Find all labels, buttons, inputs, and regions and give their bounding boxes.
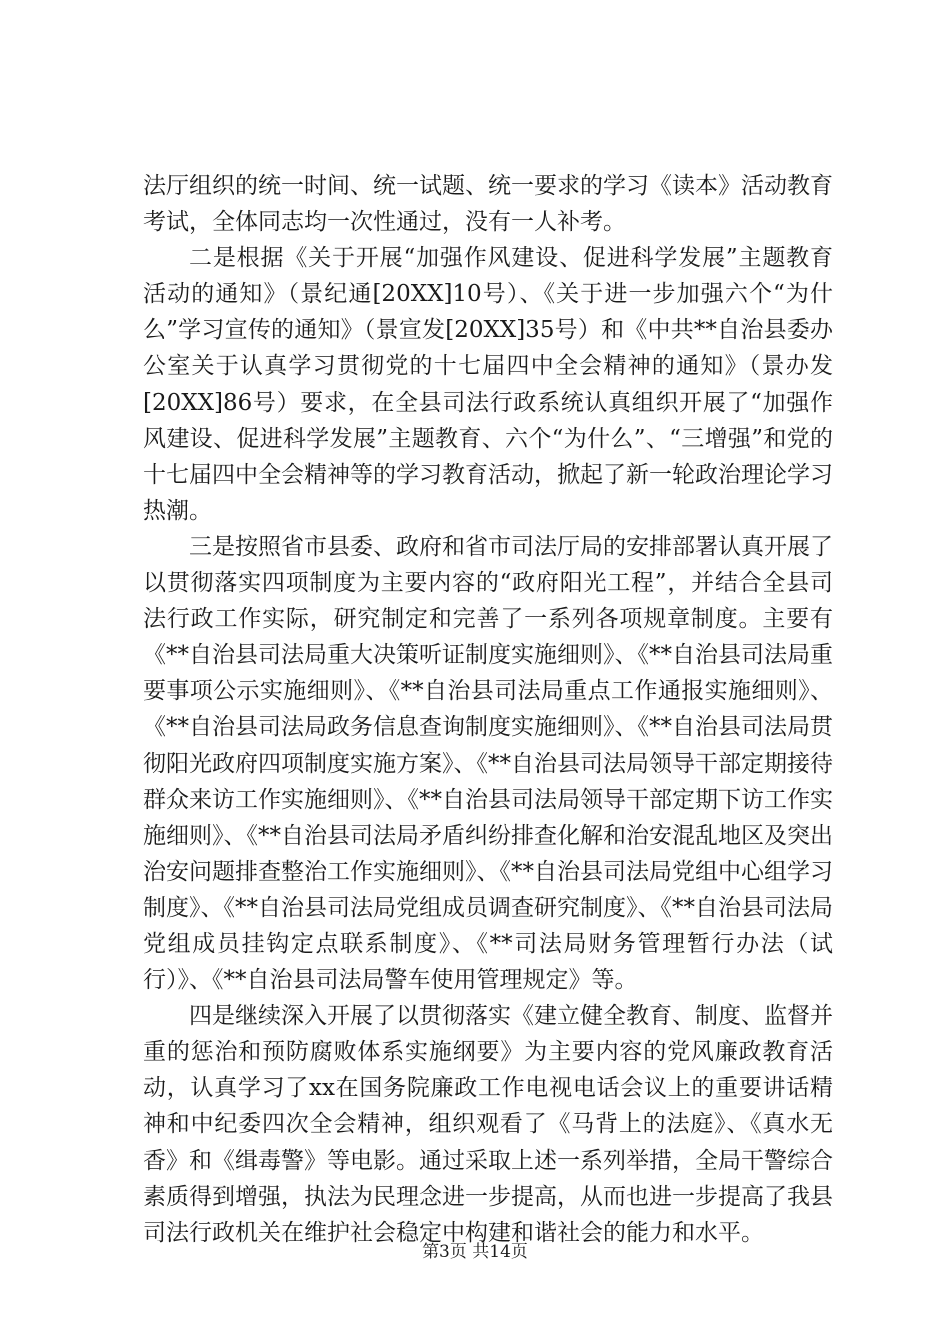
paragraph-4: 四是继续深入开展了以贯彻落实《建立健全教育、制度、监督并重的惩治和预防腐败体系实施纲要》为主要内容的党风廉政教育活动，认真学习了xx在国务院廉政工作电视电话会议上的重要讲话精神和中纪委四次全会精神，组织观看了《马背上的法庭》、《真水无香》和《缉毒警》等电影。通过采取上述一系列举措，全局干警综合素质得到增强，执法为民理念进一步提高，从而也进一步提高了我县司法行政机关在维护社会稳定中构建和谐社会的能力和水平。 bbox=[143, 1003, 833, 1246]
paragraph-1: 法厅组织的统一时间、统一试题、统一要求的学习《读本》活动教育考试，全体同志均一次性通过，没有一人补考。 bbox=[143, 173, 833, 236]
paragraph-2: 二是根据《关于开展“加强作风建设、促进科学发展”主题教育活动的通知》（景纪通[20XX]10号）、《关于进一步加强六个“为什么”学习宣传的通知》（景宣发[20XX]35号）和《中共**自治县委办公室关于认真学习贯彻党的十七届四中全会精神的通知》（景办发[20XX]86号）要求，在全县司法行政系统认真组织开展了“加强作风建设、促进科学发展”主题教育、六个“为什么”、“三增强”和党的十七届四中全会精神等的学习教育活动，掀起了新一轮政治理论学习热潮。 bbox=[143, 245, 833, 524]
document-body bbox=[143, 168, 833, 1251]
page-number-footer: 第3页 共14页 bbox=[422, 1242, 528, 1262]
paragraph-3: 三是按照省市县委、政府和省市司法厅局的安排部署认真开展了以贯彻落实四项制度为主要内容的“政府阳光工程”，并结合全县司法行政工作实际，研究制定和完善了一系列各项规章制度。主要有《**自治县司法局重大决策听证制度实施细则》、《**自治县司法局重要事项公示实施细则》、《**自治县司法局重点工作通报实施细则》、《**自治县司法局政务信息查询制度实施细则》、《**自治县司法局贯彻阳光政府四项制度实施方案》、《**自治县司法局领导干部定期接待群众来访工作实施细则》、《**自治县司法局领导干部定期下访工作实施细则》、《**自治县司法局矛盾纠纷排查化解和治安混乱地区及突出治安问题排查整治工作实施细则》、《**自治县司法局党组中心组学习制度》、《**自治县司法局党组成员调查研究制度》、《**自治县司法局党组成员挂钩定点联系制度》、《**司法局财务管理暂行办法（试行）》、《**自治县司法局警车使用管理规定》等。 bbox=[143, 533, 833, 994]
